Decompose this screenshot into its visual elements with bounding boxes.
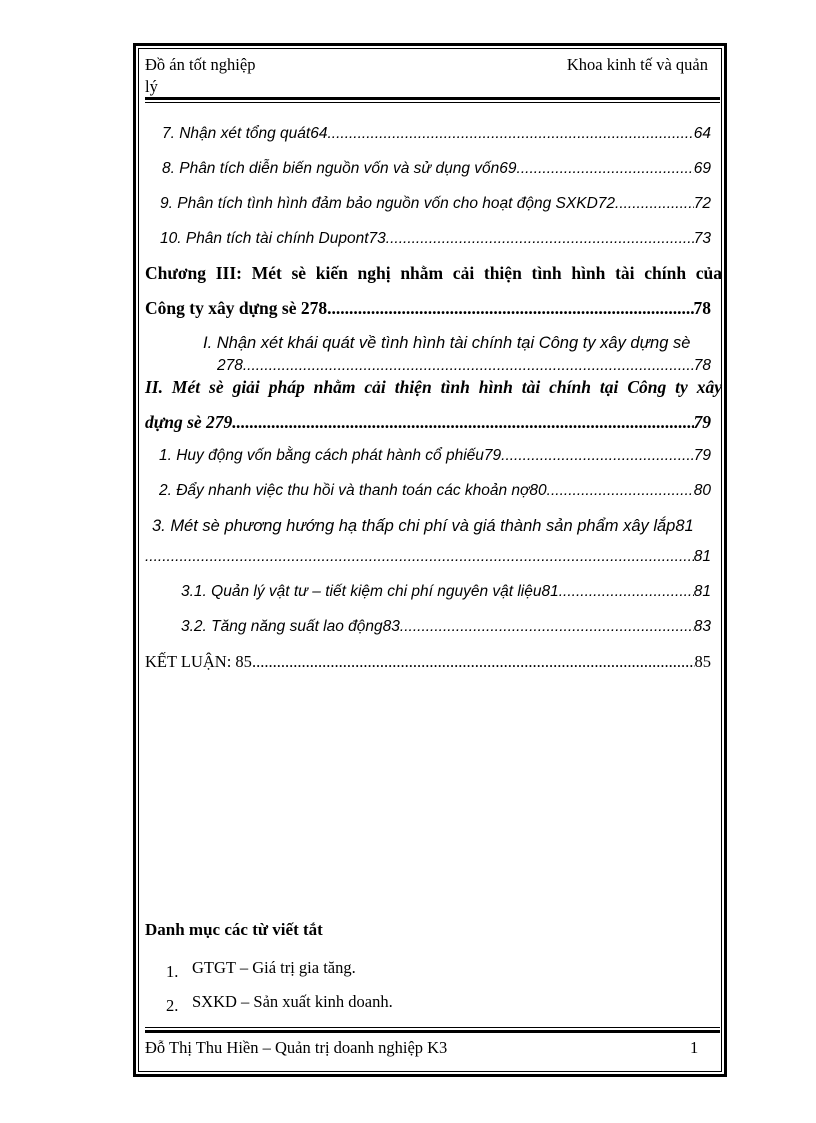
toc-page-number: 81 — [693, 548, 711, 565]
toc-sub-3-2[interactable] — [181, 616, 711, 638]
toc-page-number: 81 — [693, 583, 711, 600]
toc-sub-3[interactable] — [145, 546, 711, 568]
toc-item-label: KẾT LUẬN: 85 — [145, 652, 252, 671]
abbreviation-number: 2. — [166, 996, 179, 1015]
toc-leader-dots — [615, 193, 694, 215]
toc-section-i-title[interactable]: I. Nhận xét khái quát về tình hình tài chính tại Công ty xây dựng sè — [203, 334, 691, 352]
toc-item-label: 278 — [217, 357, 243, 374]
toc-page-number: 64 — [693, 125, 711, 142]
header-left-line1: Đồ án tốt nghiệp — [145, 55, 256, 74]
toc-item-label: 7. Nhận xét tổng quát64 — [162, 125, 328, 142]
header-left-line2: lý — [145, 77, 158, 96]
abbreviation-item: GTGT – Giá trị gia tăng. — [192, 958, 356, 977]
toc-item-9[interactable] — [160, 193, 711, 215]
toc-leader-dots — [145, 546, 694, 568]
footer-author: Đỗ Thị Thu Hiền – Quản trị doanh nghiệp K3 — [145, 1038, 448, 1057]
toc-item-label: 3.1. Quản lý vật tư – tiết kiệm chi phí nguyên vật liệu81 — [181, 583, 559, 600]
toc-page-number: 73 — [693, 230, 711, 247]
toc-item-label: 8. Phân tích diễn biến nguồn vốn và sử dụng vốn69 — [162, 160, 517, 177]
abbreviations-title: Danh mục các từ viết tắt — [145, 920, 323, 939]
toc-item-label: 2. Đẩy nhanh việc thu hồi và thanh toán các khoản nợ80 — [159, 482, 547, 499]
toc-page-number: 79 — [693, 412, 711, 432]
toc-section-ii-title[interactable]: II. Mét sè giải pháp nhằm cải thiện tình hình tài chính tại Công ty xây — [145, 377, 722, 397]
toc-page-number: 78 — [693, 357, 711, 374]
toc-item-10[interactable] — [160, 228, 711, 250]
toc-conclusion[interactable] — [145, 651, 711, 673]
toc-item-label: 10. Phân tích tài chính Dupont73 — [160, 230, 386, 247]
toc-page-number: 69 — [693, 160, 711, 177]
toc-leader-dots — [386, 228, 694, 250]
toc-page-number: 79 — [693, 447, 711, 464]
header-right: Khoa kinh tế và quản — [566, 55, 708, 74]
toc-item-label: Công ty xây dựng sè 278 — [145, 298, 328, 318]
toc-item-8[interactable] — [162, 158, 711, 180]
toc-sub-1[interactable] — [159, 445, 711, 467]
toc-leader-dots — [252, 651, 695, 673]
header-left — [145, 54, 305, 98]
toc-sub-2[interactable] — [159, 480, 711, 502]
toc-page-number: 85 — [694, 652, 711, 671]
toc-leader-dots — [327, 297, 693, 319]
toc-chapter3-title[interactable]: Chương III: Mét sè kiến nghị nhằm cải thiện tình hình tài chính của — [145, 263, 722, 283]
footer-rule-thick — [145, 1030, 720, 1033]
toc-leader-dots — [547, 480, 694, 502]
toc-sub-3-title[interactable]: 3. Mét sè phương hướng hạ thấp chi phí và giá thành sản phẩm xây lắp81 — [152, 517, 694, 535]
abbreviation-item: SXKD – Sản xuất kinh doanh. — [192, 992, 393, 1011]
toc-item-label: dựng sè 279 — [145, 412, 233, 432]
toc-section-ii[interactable] — [145, 411, 711, 433]
toc-section-i[interactable] — [217, 355, 711, 377]
toc-leader-dots — [501, 445, 694, 467]
toc-leader-dots — [400, 616, 694, 638]
toc-leader-dots — [327, 123, 693, 145]
toc-sub-3-1[interactable] — [181, 581, 711, 603]
footer-page-number: 1 — [690, 1038, 699, 1057]
toc-page-number: 78 — [693, 298, 711, 318]
toc-leader-dots — [232, 411, 693, 433]
toc-leader-dots — [243, 355, 694, 377]
footer-rule-thin — [145, 1027, 720, 1028]
toc-page-number: 83 — [693, 618, 711, 635]
toc-item-label: 1. Huy động vốn bằng cách phát hành cổ phiếu79 — [159, 447, 502, 464]
header-rule-thin — [145, 102, 720, 103]
toc-item-7[interactable] — [162, 123, 711, 145]
abbreviation-number: 1. — [166, 962, 179, 981]
toc-page-number: 72 — [693, 195, 711, 212]
toc-item-label: 3.2. Tăng năng suất lao động83 — [181, 618, 400, 635]
header-rule-thick — [145, 97, 720, 100]
toc-leader-dots — [559, 581, 694, 603]
toc-leader-dots — [517, 158, 694, 180]
toc-chapter3[interactable] — [145, 297, 711, 319]
toc-item-label: 9. Phân tích tình hình đảm bảo nguồn vốn cho hoạt động SXKD72 — [160, 195, 616, 212]
toc-page-number: 80 — [693, 482, 711, 499]
